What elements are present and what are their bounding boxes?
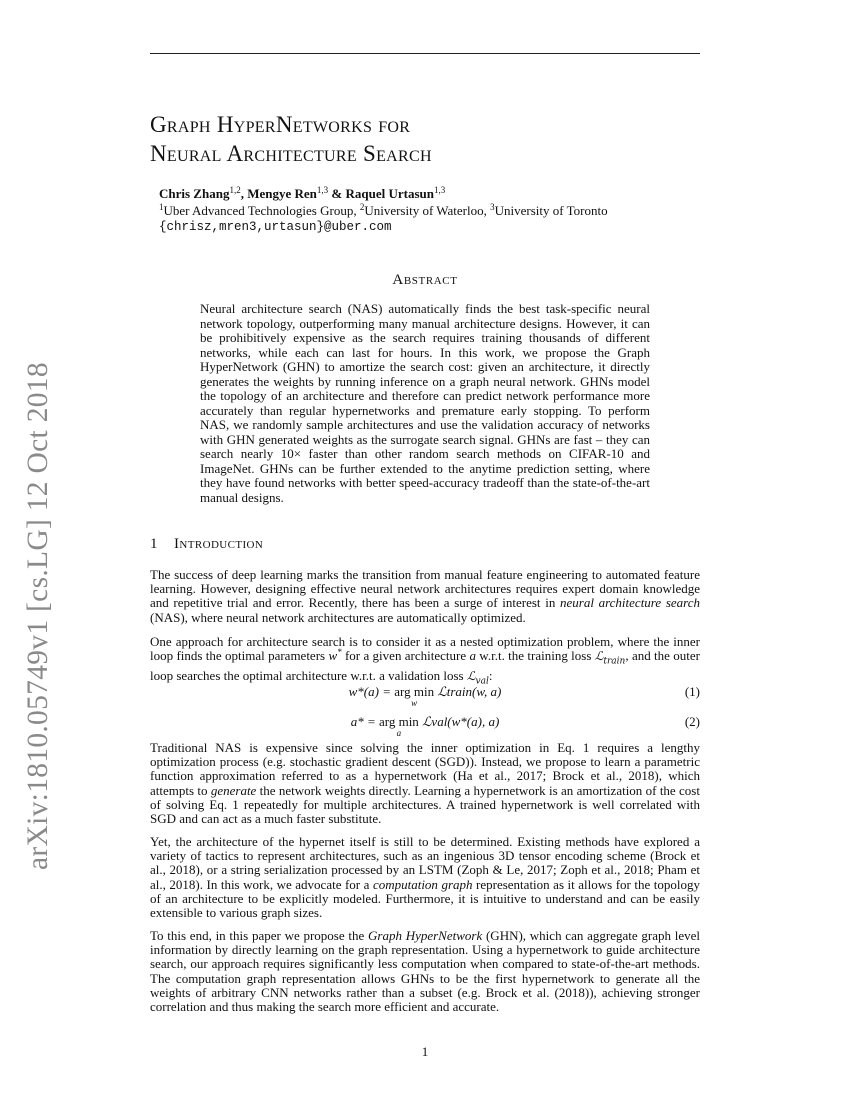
eq2-rhs: ℒval(w*(a), a) xyxy=(422,714,500,729)
equation-1-number: (1) xyxy=(684,684,700,699)
author-email: {chrisz,mren3,urtasun}@uber.com xyxy=(159,220,392,234)
paper-title xyxy=(150,110,432,168)
eq2-sub: a xyxy=(396,728,402,738)
eq2-op: arg min xyxy=(378,714,419,729)
affil-1-sup: 1 xyxy=(159,202,164,212)
equation-1-expression xyxy=(150,684,700,708)
section-title: Introduction xyxy=(174,536,264,552)
p2-text-d: , and the outer loop searches the optimal architecture w.r.t. a validation loss xyxy=(150,648,700,683)
equation-2-expression xyxy=(150,714,700,738)
p1-text-b: (NAS), where neural network architectures are automatically optimized. xyxy=(150,609,526,625)
eq2-argmin xyxy=(378,714,419,738)
intro-paragraph-3 xyxy=(150,741,700,826)
affil-2-sup: 2 xyxy=(359,202,365,212)
p1-text-a: The success of deep learning marks the transition from manual feature engineering to automated feature learning. However, designing effective neural network architectures requires expert domain knowledge and repetitive trial and error. Recently, there has been a surge of interest in xyxy=(150,567,700,611)
abstract-heading: Abstract xyxy=(392,272,458,288)
p5-text-b: (GHN), which can aggregate graph level information by directly learning on the graph representation. Using a hypernetwork to guide architecture search, our approach requires significantly less computation when compared to state-of-the-art methods. The computation graph representation allows GHNs to be the first hypernetwork to generate all the weights of arbitrary CNN networks rather than a subset (e.g. Brock et al. (2018)), achieving stronger correlation and thus making the search more efficient and accurate. xyxy=(150,928,700,1015)
author-3: Raquel Urtasun xyxy=(345,186,434,201)
p1-emphasis: neural architecture search xyxy=(559,595,700,611)
author-1-affil: 1,2 xyxy=(229,185,241,195)
section-heading-introduction xyxy=(150,536,263,553)
eq1-rhs: ℒtrain(w, a) xyxy=(437,684,502,699)
intro-paragraph-5 xyxy=(150,929,700,1014)
affil-3: University of Toronto xyxy=(494,203,608,218)
eq1-lhs: w*(a) = xyxy=(348,684,395,699)
top-rule xyxy=(150,53,700,54)
author-3-affil: 1,3 xyxy=(433,185,446,195)
author-2-affil: 1,3 xyxy=(316,185,329,195)
math-a: a xyxy=(469,648,476,664)
eq1-op: arg min xyxy=(394,684,435,699)
p2-text-c: w.r.t. the training loss xyxy=(475,648,595,664)
p4-emphasis: computation graph xyxy=(372,876,473,892)
affiliations xyxy=(159,203,608,219)
math-loss-val: ℒ$_{val}$ xyxy=(466,668,489,687)
equation-2-number: (2) xyxy=(684,714,700,729)
p3-emphasis: generate xyxy=(210,782,257,798)
eq1-argmin xyxy=(394,684,435,708)
title-line-1: Graph HyperNetworks for xyxy=(150,112,411,137)
p2-text-e: : xyxy=(488,667,493,683)
eq2-lhs: a* = xyxy=(350,714,379,729)
p3-text-b: the network weights directly. Learning a hypernetwork is an amortization of the cost of solving Eq. 1 repeatedly for multiple architectures. A trained hypernetwork is well correlated with SGD and can act as a much faster substitute. xyxy=(150,782,700,827)
intro-paragraph-1 xyxy=(150,568,700,625)
title-line-2: Neural Architecture Search xyxy=(150,141,432,166)
p4-text-a: Yet, the architecture of the hypernet itself is still to be determined. Existing methods have explored a variety of tactics to represent architectures, such as an ingenious 3D tensor encoding scheme (Brock et al., 2018), or a string serialization processed by an LSTM (Zoph & Le, 2017; Zoph et al., 2018; Pham et al., 2018). In this work, we advocate for a xyxy=(150,834,700,892)
p2-text-a: One approach for architecture search is to consider it as a nested optimization problem, where the inner loop finds the optimal parameters xyxy=(150,634,700,664)
author-list xyxy=(159,186,445,202)
author-2: Mengye Ren xyxy=(247,186,317,201)
author-sep-1: , xyxy=(240,186,248,201)
author-sep-2: & xyxy=(328,186,346,201)
math-w-star: w* xyxy=(328,647,342,664)
intro-paragraph-2 xyxy=(150,635,700,688)
section-number: 1 xyxy=(150,536,158,552)
math-loss-train: ℒ$_{train}$ xyxy=(594,649,626,667)
arxiv-side-stamp: arXiv:1810.05749v1 [cs.LG] 12 Oct 2018 xyxy=(22,362,54,870)
page-number: 1 xyxy=(421,1044,429,1059)
author-1: Chris Zhang xyxy=(159,186,230,201)
affil-2: University of Waterloo, xyxy=(364,203,491,218)
eq1-sub: w xyxy=(411,698,418,708)
p2-text-b: for a given architecture xyxy=(341,648,470,664)
p4-text-b: representation as it allows for the topology of an architecture to be explicitly modeled. Furthermore, it is intuitive to understand and can be easily extensible to various graph sizes. xyxy=(150,876,700,921)
p5-emphasis: Graph HyperNetwork xyxy=(368,928,483,943)
affil-1: Uber Advanced Technologies Group, xyxy=(163,203,360,218)
p3-text-a: Traditional NAS is expensive since solving the inner optimization in Eq. 1 requires a lengthy optimization process (e.g. stochastic gradient descent (SGD)). Instead, we propose to learn a parametric function approximation referred to as a hypernetwork (Ha et al., 2017; Brock et al., 2018), which attempts to xyxy=(150,740,700,798)
abstract-body: Neural architecture search (NAS) automatically finds the best task-specific neural network topology, outperforming many manual architecture designs. However, it can be prohibitively expensive as the search requires training thousands of different networks, while each can last for hours. In this work, we propose the Graph HyperNetwork (GHN) to amortize the search cost: given an architecture, it directly generates the weights by running inference on a graph neural network. GHNs model the topology of an architecture and therefore can predict network performance more accurately than regular hypernetworks and premature early stopping. To perform NAS, we randomly sample architectures and use the validation accuracy of networks with GHN generated weights as the surrogate search signal. GHNs are fast – they can search nearly 10× faster than other random search methods on CIFAR-10 and ImageNet. GHNs can be further extended to the anytime prediction setting, where they have found networks with better speed-accuracy tradeoff than the state-of-the-art manual designs. xyxy=(200,301,650,505)
p5-text-a: To this end, in this paper we propose the xyxy=(150,928,368,943)
affil-3-sup: 3 xyxy=(490,202,495,212)
intro-paragraph-4 xyxy=(150,835,700,920)
